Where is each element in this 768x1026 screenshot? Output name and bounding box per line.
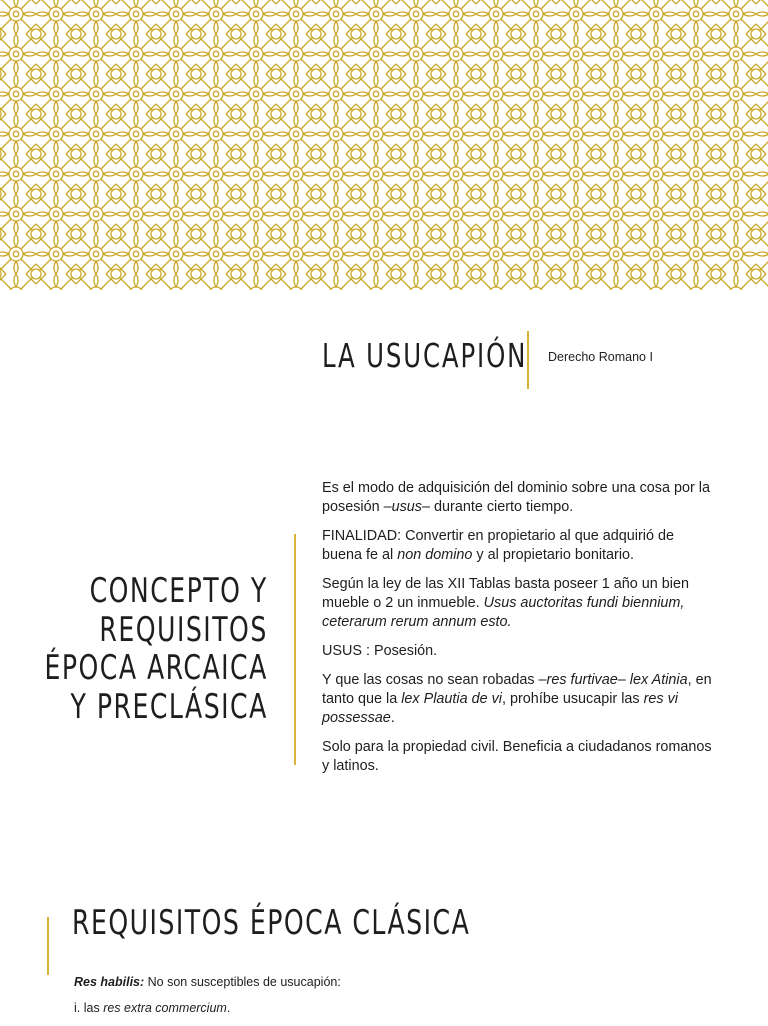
concepto-divider (294, 534, 296, 765)
text-run: FINALIDAD: Convertir en propietario al que adquirió de buena fe al (322, 528, 674, 563)
text-run: – durante cierto tiempo. (422, 499, 574, 515)
text-run: usus (391, 499, 423, 515)
concepto-title-line: REQUISITOS (99, 609, 268, 650)
clasica-list (74, 974, 724, 1026)
text-run: y al propietario bonitario. (472, 547, 635, 563)
res-habilis-item (74, 974, 724, 990)
text-run: , prohíbe usucapir las (502, 691, 644, 707)
usus-paragraph: USUS : Posesión. (322, 643, 438, 659)
text-run: i. las (74, 1001, 104, 1015)
definition-paragraph (322, 479, 712, 517)
text-run: res extra commercium (103, 1001, 227, 1015)
text-run: Res habilis: (74, 975, 145, 989)
text-run: Según la ley de las XII Tablas basta poseer 1 año un bien mueble o 2 un inmueble. (322, 576, 689, 611)
text-run: lex Plautia de vi (401, 691, 503, 707)
propiedad-civil-paragraph: Solo para la propiedad civil. Beneficia a ciudadanos romanos y latinos. (322, 739, 712, 774)
text-run: No son susceptibles de usucapión: (144, 975, 341, 989)
concepto-section-title (45, 572, 268, 726)
text-run: Usus auctoritas fundi biennium, ceterarum rerum annum esto. (322, 595, 685, 630)
extra-commercium-item (74, 1000, 724, 1016)
text-run: non domino (397, 547, 473, 563)
finalidad-paragraph (322, 527, 712, 565)
concepto-body (322, 479, 712, 786)
concepto-title-line: CONCEPTO Y (89, 571, 268, 611)
presentation-title: LA USUCAPIÓN (322, 336, 528, 375)
xii-tablas-paragraph (322, 575, 712, 632)
text-run: , en tanto que la (322, 672, 712, 707)
res-furtivae-paragraph (322, 671, 712, 728)
concepto-title-line: Y PRECLÁSICA (70, 686, 268, 727)
text-run: Es el modo de adquisición del dominio sobre una cosa por la posesión – (322, 480, 710, 515)
text-run: Y que las cosas no sean robadas – (322, 672, 547, 688)
text-run: . (390, 710, 395, 726)
text-run: res vi possessae (322, 691, 678, 726)
clasica-section-title: REQUISITOS ÉPOCA CLÁSICA (72, 903, 471, 943)
clasica-divider (47, 917, 49, 975)
text-run: res furtivae (546, 672, 618, 688)
title-divider (527, 331, 529, 389)
decorative-lattice-pattern (0, 0, 768, 290)
presentation-subtitle: Derecho Romano I (548, 350, 653, 364)
concepto-title-line: ÉPOCA ARCAICA (44, 648, 268, 688)
text-run: lex Atinia (629, 672, 688, 688)
text-run: . (226, 1001, 231, 1015)
text-run: – (617, 672, 630, 688)
